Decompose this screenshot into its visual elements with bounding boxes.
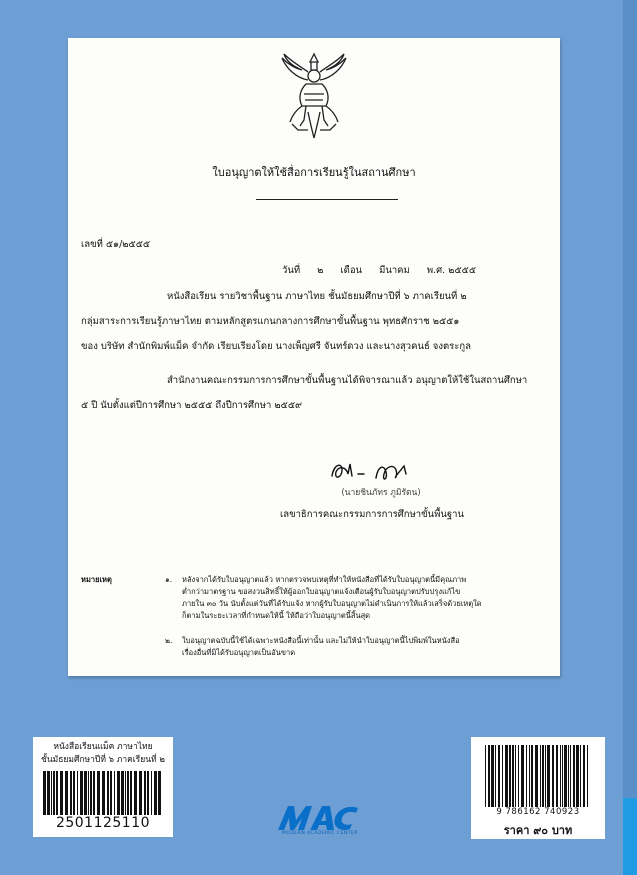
signer-name: (นายชินภัทร ภูมิรัตน): [341, 488, 421, 498]
note-line: เรื่องอื่นที่มิได้รับอนุญาตเป็นอันขาด: [182, 648, 296, 657]
title-underline: [256, 199, 398, 200]
signature-mark: [324, 456, 434, 486]
barcode-icon: [41, 771, 165, 815]
note-number: ๒.: [165, 636, 173, 645]
book-info-line: หนังสือเรียนแม็ค ภาษาไทย: [53, 742, 153, 752]
license-certificate: [68, 38, 560, 676]
certificate-date: [282, 264, 490, 277]
barcode-icon: [483, 745, 593, 807]
date-month: มีนาคม: [379, 265, 410, 276]
isbn-box: [471, 737, 605, 839]
garuda-emblem-icon: [278, 50, 350, 142]
isbn-digits: 9 786162 740923: [496, 807, 580, 817]
paragraph-line: ๕ ปี นับตั้งแต่ปีการศึกษา ๒๕๕๕ ถึงปีการศึกษา ๒๕๕๙: [81, 400, 302, 411]
book-code: 2501125110: [55, 815, 151, 831]
publisher-logo-icon: [272, 800, 368, 834]
signer-position: เลขาธิการคณะกรรมการการศึกษาขั้นพื้นฐาน: [280, 509, 464, 520]
note-number: ๑.: [165, 575, 173, 584]
notes-label: หมายเหตุ: [81, 575, 112, 584]
note-line: ต่ำกว่ามาตรฐาน ขอสงวนสิทธิ์ให้ผู้ออกใบอนุญาตแจ้งเตือนผู้รับใบอนุญาตปรับปรุงแก้ไข: [182, 587, 461, 596]
paragraph-line: สำนักงานคณะกรรมการการศึกษาขั้นพื้นฐานได้พิจารณาแล้ว อนุญาตให้ใช้ในสถานศึกษา: [167, 375, 528, 386]
certificate-title: ใบอนุญาตให้ใช้สื่อการเรียนรู้ในสถานศึกษา: [212, 166, 416, 179]
book-info-line: ชั้นมัธยมศึกษาปีที่ ๖ ภาคเรียนที่ ๒: [41, 755, 165, 765]
certificate-number: เลขที่ ๕๑/๒๕๕๕: [81, 239, 151, 250]
note-line: ใบอนุญาตฉบับนี้ใช้ได้เฉพาะหนังสือนี้เท่านั้น และไม่ให้นำใบอนุญาตนี้ไปพิมพ์ในหนังสือ: [182, 636, 460, 645]
paragraph-approval: [81, 374, 551, 424]
date-label: วันที่: [282, 265, 301, 276]
price-label: ราคา ๙๐ บาท: [503, 824, 573, 837]
date-year: พ.ศ. ๒๕๕๕: [426, 265, 477, 276]
note-line: หลังจากได้รับใบอนุญาตแล้ว หากตรวจพบเหตุที่ทำให้หนังสือที่ได้รับใบอนุญาตนี้มีคุณภาพ: [182, 575, 467, 584]
book-info-label: [33, 737, 173, 837]
note-line: ภายใน ๓๐ วัน นับตั้งแต่วันที่ได้รับแจ้ง หากผู้รับใบอนุญาตไม่ดำเนินการให้แล้วเสร็จด้วยเหตุใด: [182, 599, 482, 608]
note-line: ก็ตามในระยะเวลาที่กำหนดให้นี้ ให้ถือว่าใบอนุญาตนี้สิ้นสุด: [182, 611, 371, 620]
publisher-tagline: MODERN ACADEMIC CENTER: [281, 831, 359, 836]
paragraph-line: กลุ่มสาระการเรียนรู้ภาษาไทย ตามหลักสูตรแกนกลางการศึกษาขั้นพื้นฐาน พุทธศักราช ๒๕๕๑: [81, 316, 460, 327]
date-day: ๒: [317, 265, 324, 276]
paragraph-book-details: [81, 290, 551, 365]
date-month-label: เดือน: [340, 265, 363, 276]
paragraph-line: ของ บริษัท สำนักพิมพ์แม็ค จำกัด เรียบเรียงโดย นางเพ็ญศรี จันทร์ดวง และนางสุวคนธ์ จงตระกูล: [81, 341, 471, 352]
cover-edge: [623, 0, 637, 875]
cover-accent-tab: [623, 798, 637, 875]
paragraph-line: หนังสือเรียน รายวิชาพื้นฐาน ภาษาไทย ชั้นมัธยมศึกษาปีที่ ๖ ภาคเรียนที่ ๒: [167, 291, 467, 302]
